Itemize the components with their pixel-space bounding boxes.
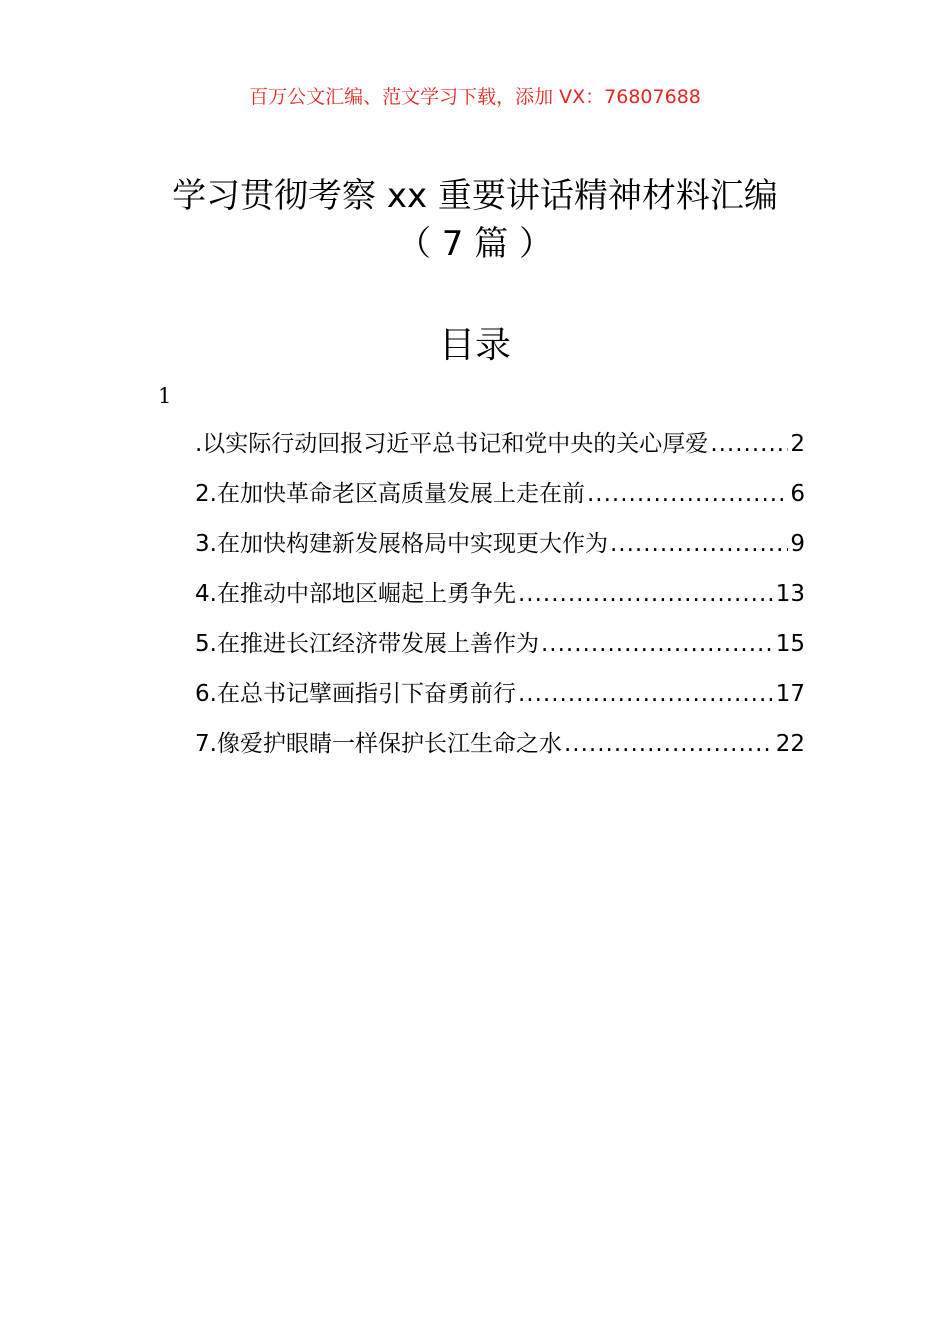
toc-entry-label: 4.在推动中部地区崛起上勇争先 xyxy=(195,581,516,607)
toc-entry-6[interactable] xyxy=(195,674,805,724)
header-promo-note: 百万公文汇编、范文学习下载，添加 VX：76807688 xyxy=(249,86,701,108)
toc-entry-5[interactable] xyxy=(195,624,805,674)
toc-entry-page: 2 xyxy=(790,431,805,457)
toc-leader-dots xyxy=(587,474,788,514)
toc-entry-label: 2.在加快革命老区高质量发展上走在前 xyxy=(195,481,585,507)
toc-entry-page: 17 xyxy=(775,681,805,707)
toc-leader-dots xyxy=(518,574,774,614)
toc-leader-dots xyxy=(610,524,788,564)
toc-entry-page: 13 xyxy=(775,581,805,607)
toc-entry-page: 22 xyxy=(775,731,805,757)
toc-entry-label: 5.在推进长江经济带发展上善作为 xyxy=(195,631,539,657)
toc-entry-page: 9 xyxy=(790,531,805,557)
toc-entry-label: 3.在加快构建新发展格局中实现更大作为 xyxy=(195,531,608,557)
table-of-contents xyxy=(195,424,805,774)
page-marker-number: 1 xyxy=(158,384,172,408)
toc-entry-2[interactable] xyxy=(195,474,805,524)
toc-entry-label: 6.在总书记擘画指引下奋勇前行 xyxy=(195,681,516,707)
title-line-2: （ 7 篇 ） xyxy=(396,224,554,264)
toc-entry-label: .以实际行动回报习近平总书记和党中央的关心厚爱 xyxy=(195,431,709,457)
toc-heading: 目录 xyxy=(438,325,511,366)
toc-entry-page: 15 xyxy=(775,631,805,657)
toc-entry-1[interactable] xyxy=(195,424,805,474)
toc-leader-dots xyxy=(564,724,774,764)
toc-entry-4[interactable] xyxy=(195,574,805,624)
toc-leader-dots xyxy=(710,424,788,464)
title-line-1: 学习贯彻考察 xx 重要讲话精神材料汇编 xyxy=(172,176,778,216)
toc-leader-dots xyxy=(518,674,774,714)
toc-entry-label: 7.像爱护眼睛一样保护长江生命之水 xyxy=(195,731,562,757)
toc-entry-page: 6 xyxy=(790,481,805,507)
document-title xyxy=(0,172,950,268)
toc-entry-3[interactable] xyxy=(195,524,805,574)
toc-leader-dots xyxy=(541,624,774,664)
toc-entry-7[interactable] xyxy=(195,724,805,774)
